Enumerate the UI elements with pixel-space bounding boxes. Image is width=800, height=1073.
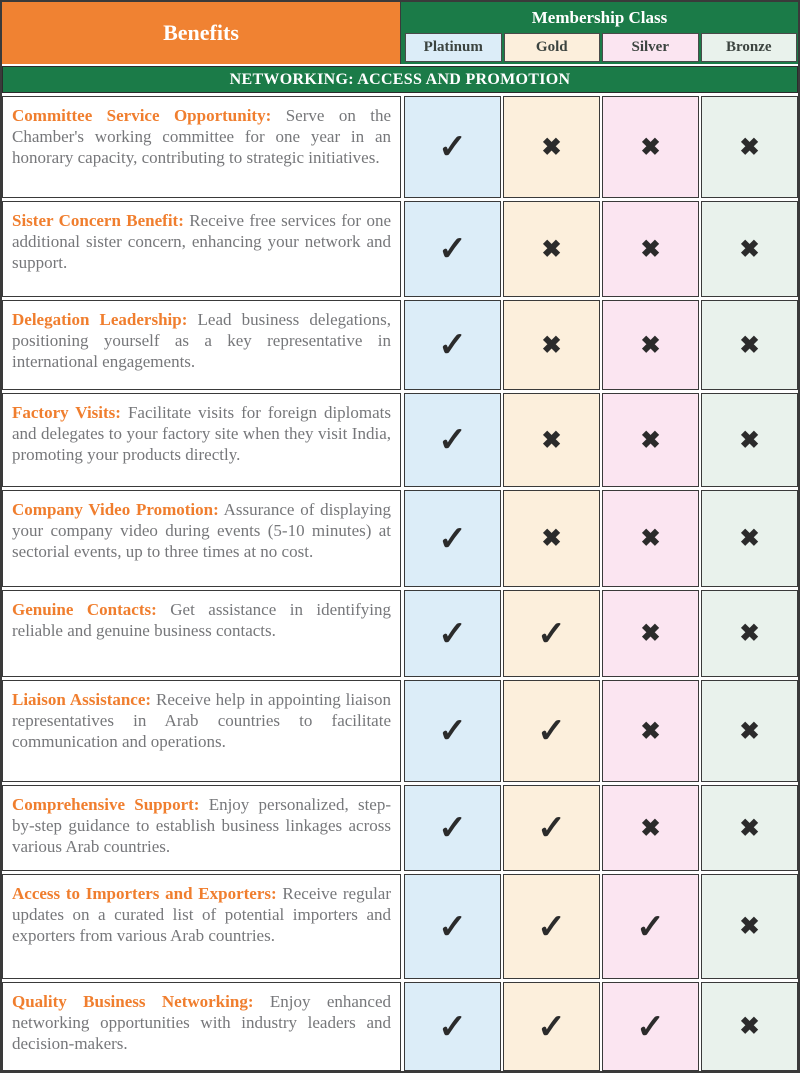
benefit-row-committee-service bbox=[2, 96, 798, 198]
mark-cells bbox=[404, 590, 798, 677]
mark-bronze: ✖ bbox=[701, 490, 798, 587]
benefit-description: Enjoy personalized, step-by-step guidance to establish business linkages across various Arab countries. bbox=[12, 795, 392, 856]
benefit-rows bbox=[2, 93, 798, 1071]
mark-silver: ✖ bbox=[602, 785, 699, 871]
mark-platinum: ✓ bbox=[404, 982, 501, 1071]
benefit-text bbox=[2, 201, 401, 297]
mark-cells bbox=[404, 201, 798, 297]
mark-silver: ✓ bbox=[602, 982, 699, 1071]
benefit-description: Receive free services for one additional sister concern, enhancing your network and support. bbox=[12, 211, 392, 272]
mark-bronze: ✖ bbox=[701, 874, 798, 979]
benefit-row-sister-concern bbox=[2, 201, 798, 297]
mark-gold: ✖ bbox=[503, 490, 600, 587]
mark-gold: ✓ bbox=[503, 785, 600, 871]
benefit-title: Access to Importers and Exporters: bbox=[12, 884, 277, 903]
benefit-text bbox=[2, 96, 401, 198]
benefit-text bbox=[2, 300, 401, 390]
mark-cells bbox=[404, 300, 798, 390]
mark-bronze: ✖ bbox=[701, 201, 798, 297]
mark-bronze: ✖ bbox=[701, 590, 798, 677]
benefit-text bbox=[2, 680, 401, 782]
benefit-text bbox=[2, 590, 401, 677]
membership-class-label: Membership Class bbox=[531, 7, 668, 27]
mark-platinum: ✓ bbox=[404, 874, 501, 979]
benefit-description: Receive help in appointing liaison representatives in Arab countries to facilitate communication and operations. bbox=[12, 690, 391, 751]
benefits-header-label: Benefits bbox=[163, 20, 239, 45]
mark-silver: ✖ bbox=[602, 680, 699, 782]
mark-platinum: ✓ bbox=[404, 96, 501, 198]
benefit-row-quality-networking bbox=[2, 982, 798, 1071]
benefits-header-cell bbox=[2, 2, 401, 64]
mark-platinum: ✓ bbox=[404, 490, 501, 587]
mark-cells bbox=[404, 785, 798, 871]
mark-silver: ✖ bbox=[602, 96, 699, 198]
mark-gold: ✓ bbox=[503, 982, 600, 1071]
mark-platinum: ✓ bbox=[404, 785, 501, 871]
mark-platinum: ✓ bbox=[404, 680, 501, 782]
benefit-title: Genuine Contacts: bbox=[12, 600, 157, 619]
mark-bronze: ✖ bbox=[701, 300, 798, 390]
membership-class-block bbox=[401, 2, 798, 64]
benefit-text bbox=[2, 393, 401, 487]
mark-bronze: ✖ bbox=[701, 393, 798, 487]
mark-cells bbox=[404, 680, 798, 782]
mark-silver: ✓ bbox=[602, 874, 699, 979]
tier-header-platinum: Platinum bbox=[405, 33, 502, 62]
mark-silver: ✖ bbox=[602, 393, 699, 487]
benefit-description: Get assistance in identifying reliable and genuine business contacts. bbox=[12, 600, 392, 640]
benefit-description: Assurance of displaying your company video during events (5-10 minutes) at sectorial events, up to three times at no cost. bbox=[12, 500, 391, 561]
benefit-row-factory-visits bbox=[2, 393, 798, 487]
benefit-title: Comprehensive Support: bbox=[12, 795, 200, 814]
benefit-title: Committee Service Opportunity: bbox=[12, 106, 272, 125]
mark-gold: ✓ bbox=[503, 590, 600, 677]
benefit-row-comprehensive-support bbox=[2, 785, 798, 871]
benefit-description: Enjoy enhanced networking opportunities with industry leaders and decision-makers. bbox=[12, 992, 392, 1053]
mark-cells bbox=[404, 982, 798, 1071]
mark-platinum: ✓ bbox=[404, 393, 501, 487]
benefit-row-importers-exporters bbox=[2, 874, 798, 979]
benefit-description: Facilitate visits for foreign diplomats and delegates to your factory site when they visit India, promoting your products directly. bbox=[12, 403, 391, 464]
benefit-title: Factory Visits: bbox=[12, 403, 121, 422]
mark-bronze: ✖ bbox=[701, 96, 798, 198]
mark-gold: ✖ bbox=[503, 300, 600, 390]
benefit-title: Liaison Assistance: bbox=[12, 690, 152, 709]
benefit-title: Quality Business Networking: bbox=[12, 992, 254, 1011]
tier-header-silver: Silver bbox=[602, 33, 699, 62]
mark-silver: ✖ bbox=[602, 590, 699, 677]
mark-platinum: ✓ bbox=[404, 300, 501, 390]
mark-gold: ✖ bbox=[503, 96, 600, 198]
mark-silver: ✖ bbox=[602, 490, 699, 587]
mark-cells bbox=[404, 393, 798, 487]
benefit-description: Lead business delegations, positioning yourself as a key representative in international engagements. bbox=[12, 310, 392, 371]
mark-cells bbox=[404, 874, 798, 979]
mark-gold: ✓ bbox=[503, 680, 600, 782]
mark-gold: ✖ bbox=[503, 393, 600, 487]
benefit-title: Delegation Leadership: bbox=[12, 310, 188, 329]
mark-gold: ✓ bbox=[503, 874, 600, 979]
benefit-text bbox=[2, 785, 401, 871]
benefit-text bbox=[2, 874, 401, 979]
table-header bbox=[2, 2, 798, 64]
benefit-text bbox=[2, 982, 401, 1071]
mark-silver: ✖ bbox=[602, 300, 699, 390]
benefit-row-genuine-contacts bbox=[2, 590, 798, 677]
benefit-row-company-video bbox=[2, 490, 798, 587]
mark-bronze: ✖ bbox=[701, 982, 798, 1071]
mark-platinum: ✓ bbox=[404, 590, 501, 677]
mark-bronze: ✖ bbox=[701, 680, 798, 782]
benefit-title: Sister Concern Benefit: bbox=[12, 211, 184, 230]
mark-cells bbox=[404, 96, 798, 198]
tier-header-gold: Gold bbox=[504, 33, 601, 62]
mark-silver: ✖ bbox=[602, 201, 699, 297]
mark-gold: ✖ bbox=[503, 201, 600, 297]
benefit-description: Serve on the Chamber's working committee for one year in an honorary capacity, contributing to strategic initiatives. bbox=[12, 106, 392, 167]
mark-cells bbox=[404, 490, 798, 587]
mark-platinum: ✓ bbox=[404, 201, 501, 297]
benefit-title: Company Video Promotion: bbox=[12, 500, 219, 519]
benefit-description: Receive regular updates on a curated list of potential importers and exporters from various Arab countries. bbox=[12, 884, 391, 945]
section-title-band: NETWORKING: ACCESS AND PROMOTION bbox=[2, 66, 798, 93]
tier-header-bronze: Bronze bbox=[701, 33, 798, 62]
benefit-row-liaison-assistance bbox=[2, 680, 798, 782]
tier-header-row bbox=[401, 33, 798, 64]
benefit-row-delegation-leadership bbox=[2, 300, 798, 390]
mark-bronze: ✖ bbox=[701, 785, 798, 871]
benefit-text bbox=[2, 490, 401, 587]
